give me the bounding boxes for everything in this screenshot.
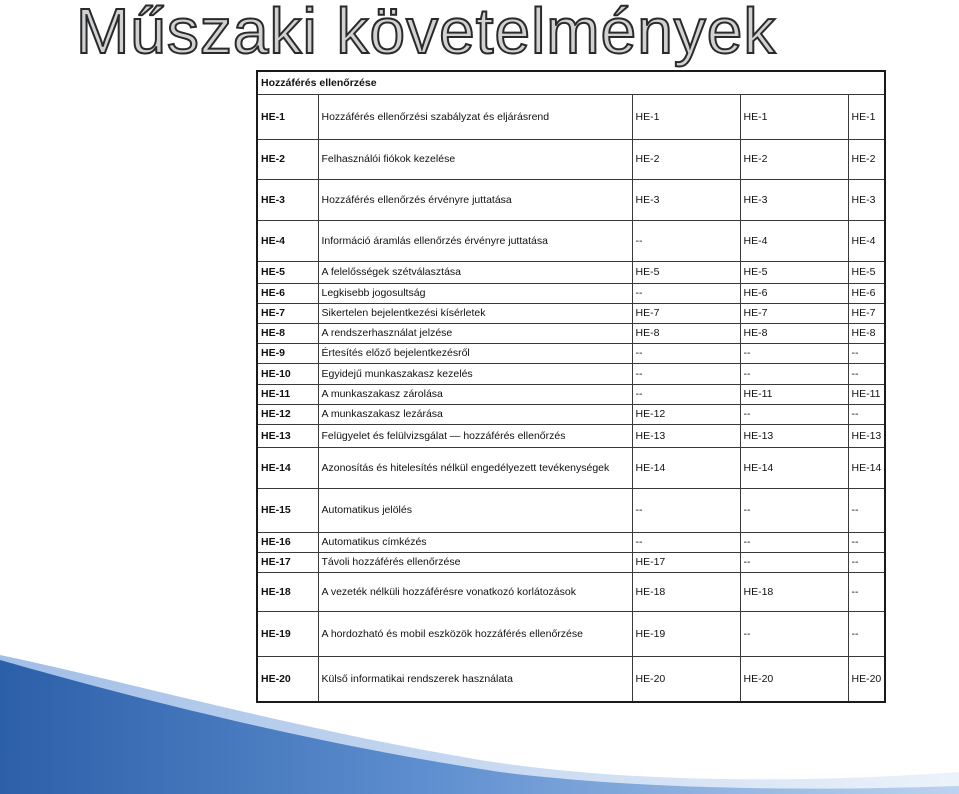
level-1-value: -- xyxy=(632,532,740,552)
section-header-row xyxy=(257,71,885,94)
level-3-value: -- xyxy=(848,532,885,552)
requirement-id: HE-18 xyxy=(257,572,318,611)
level-2-value: HE-13 xyxy=(740,424,848,447)
requirement-name: Külső informatikai rendszerek használata xyxy=(318,656,632,702)
requirement-name: Automatikus címkézés xyxy=(318,532,632,552)
table-row xyxy=(257,611,885,656)
level-3-value: -- xyxy=(848,404,885,424)
requirement-id: HE-5 xyxy=(257,261,318,283)
level-2-value: HE-11 xyxy=(740,384,848,404)
level-3-value: -- xyxy=(848,552,885,572)
level-2-value: HE-20 xyxy=(740,656,848,702)
requirement-name: Értesítés előző bejelentkezésről xyxy=(318,343,632,363)
level-2-value: HE-7 xyxy=(740,303,848,323)
requirement-id: HE-16 xyxy=(257,532,318,552)
level-2-value: HE-8 xyxy=(740,323,848,343)
table-row xyxy=(257,552,885,572)
level-2-value: -- xyxy=(740,488,848,532)
level-1-value: HE-8 xyxy=(632,323,740,343)
requirement-id: HE-12 xyxy=(257,404,318,424)
requirement-name: Távoli hozzáférés ellenőrzése xyxy=(318,552,632,572)
table-row xyxy=(257,139,885,179)
level-1-value: -- xyxy=(632,220,740,261)
level-3-value: HE-7 xyxy=(848,303,885,323)
table-row xyxy=(257,94,885,139)
requirement-id: HE-14 xyxy=(257,447,318,488)
level-3-value: HE-11 xyxy=(848,384,885,404)
level-1-value: HE-5 xyxy=(632,261,740,283)
level-3-value: HE-2 xyxy=(848,139,885,179)
level-3-value: -- xyxy=(848,572,885,611)
requirement-name: Azonosítás és hitelesítés nélkül engedélyezett tevékenységek xyxy=(318,447,632,488)
level-3-value: HE-13 xyxy=(848,424,885,447)
table-row xyxy=(257,343,885,363)
requirement-id: HE-11 xyxy=(257,384,318,404)
level-3-value: HE-3 xyxy=(848,179,885,220)
requirement-id: HE-8 xyxy=(257,323,318,343)
level-3-value: -- xyxy=(848,363,885,384)
requirement-name: Sikertelen bejelentkezési kísérletek xyxy=(318,303,632,323)
requirement-name: A munkaszakasz lezárása xyxy=(318,404,632,424)
table-row xyxy=(257,363,885,384)
table-row xyxy=(257,384,885,404)
level-2-value: HE-2 xyxy=(740,139,848,179)
requirement-id: HE-15 xyxy=(257,488,318,532)
level-3-value: HE-4 xyxy=(848,220,885,261)
table-row xyxy=(257,572,885,611)
page-title: Műszaki követelmények xyxy=(76,0,777,67)
table-row xyxy=(257,656,885,702)
level-1-value: HE-19 xyxy=(632,611,740,656)
level-3-value: HE-14 xyxy=(848,447,885,488)
requirement-name: Felügyelet és felülvizsgálat — hozzáférés ellenőrzés xyxy=(318,424,632,447)
requirement-id: HE-9 xyxy=(257,343,318,363)
requirement-id: HE-2 xyxy=(257,139,318,179)
level-3-value: HE-6 xyxy=(848,283,885,303)
level-3-value: -- xyxy=(848,343,885,363)
level-2-value: -- xyxy=(740,611,848,656)
level-2-value: -- xyxy=(740,404,848,424)
requirement-name: A hordozható és mobil eszközök hozzáférés ellenőrzése xyxy=(318,611,632,656)
requirement-name: A felelősségek szétválasztása xyxy=(318,261,632,283)
requirement-id: HE-7 xyxy=(257,303,318,323)
level-2-value: HE-18 xyxy=(740,572,848,611)
level-2-value: -- xyxy=(740,532,848,552)
level-1-value: HE-20 xyxy=(632,656,740,702)
table-row xyxy=(257,179,885,220)
level-2-value: -- xyxy=(740,552,848,572)
requirement-id: HE-20 xyxy=(257,656,318,702)
level-2-value: HE-6 xyxy=(740,283,848,303)
table-row xyxy=(257,303,885,323)
requirement-name: Legkisebb jogosultság xyxy=(318,283,632,303)
level-1-value: -- xyxy=(632,363,740,384)
requirement-id: HE-3 xyxy=(257,179,318,220)
table-row xyxy=(257,447,885,488)
table-row xyxy=(257,283,885,303)
level-2-value: HE-4 xyxy=(740,220,848,261)
level-3-value: HE-1 xyxy=(848,94,885,139)
table-row xyxy=(257,488,885,532)
section-title: Hozzáférés ellenőrzése xyxy=(257,71,885,94)
level-1-value: HE-17 xyxy=(632,552,740,572)
table-row xyxy=(257,424,885,447)
requirement-id: HE-10 xyxy=(257,363,318,384)
level-1-value: HE-1 xyxy=(632,94,740,139)
level-3-value: -- xyxy=(848,488,885,532)
requirement-id: HE-4 xyxy=(257,220,318,261)
requirement-name: Egyidejű munkaszakasz kezelés xyxy=(318,363,632,384)
requirement-name: Felhasználói fiókok kezelése xyxy=(318,139,632,179)
requirement-name: Automatikus jelölés xyxy=(318,488,632,532)
level-1-value: -- xyxy=(632,283,740,303)
level-1-value: HE-3 xyxy=(632,179,740,220)
level-1-value: -- xyxy=(632,343,740,363)
level-2-value: HE-5 xyxy=(740,261,848,283)
level-1-value: HE-2 xyxy=(632,139,740,179)
level-3-value: HE-8 xyxy=(848,323,885,343)
requirements-table-body xyxy=(257,71,885,702)
level-2-value: -- xyxy=(740,363,848,384)
requirement-name: Hozzáférés ellenőrzés érvényre juttatása xyxy=(318,179,632,220)
level-1-value: HE-7 xyxy=(632,303,740,323)
level-2-value: -- xyxy=(740,343,848,363)
level-3-value: HE-20 xyxy=(848,656,885,702)
requirement-id: HE-13 xyxy=(257,424,318,447)
requirements-table xyxy=(256,70,886,703)
requirement-name: A rendszerhasználat jelzése xyxy=(318,323,632,343)
level-1-value: HE-18 xyxy=(632,572,740,611)
level-3-value: -- xyxy=(848,611,885,656)
requirement-id: HE-17 xyxy=(257,552,318,572)
requirement-name: Hozzáférés ellenőrzési szabályzat és eljárásrend xyxy=(318,94,632,139)
requirement-id: HE-6 xyxy=(257,283,318,303)
level-1-value: HE-13 xyxy=(632,424,740,447)
requirement-id: HE-1 xyxy=(257,94,318,139)
requirement-name: Információ áramlás ellenőrzés érvényre juttatása xyxy=(318,220,632,261)
level-2-value: HE-3 xyxy=(740,179,848,220)
requirement-name: A munkaszakasz zárolása xyxy=(318,384,632,404)
table-row xyxy=(257,261,885,283)
table-row xyxy=(257,220,885,261)
table-row xyxy=(257,404,885,424)
table-row xyxy=(257,323,885,343)
requirement-id: HE-19 xyxy=(257,611,318,656)
level-2-value: HE-1 xyxy=(740,94,848,139)
level-1-value: HE-12 xyxy=(632,404,740,424)
level-1-value: -- xyxy=(632,488,740,532)
level-1-value: -- xyxy=(632,384,740,404)
requirement-name: A vezeték nélküli hozzáférésre vonatkozó korlátozások xyxy=(318,572,632,611)
table-row xyxy=(257,532,885,552)
level-2-value: HE-14 xyxy=(740,447,848,488)
level-3-value: HE-5 xyxy=(848,261,885,283)
level-1-value: HE-14 xyxy=(632,447,740,488)
